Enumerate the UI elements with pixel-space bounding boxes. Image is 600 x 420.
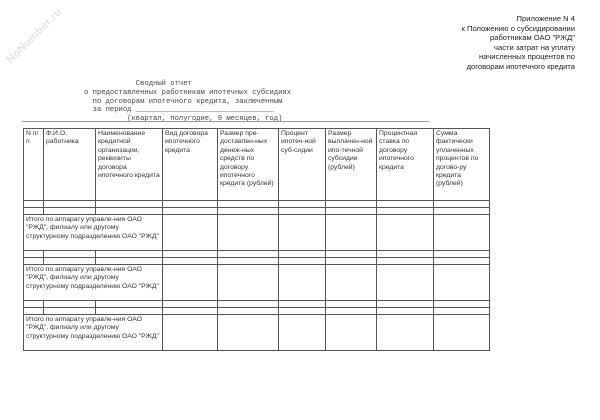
cell (434, 315, 490, 351)
appendix-line: начисленных процентов по (479, 52, 575, 62)
appendix-line: Приложение N 4 (516, 14, 575, 23)
cell (218, 201, 279, 208)
divider (22, 121, 429, 122)
cell (377, 301, 434, 308)
cell (218, 258, 279, 265)
cell (163, 208, 218, 215)
cell (279, 215, 326, 251)
cell (377, 315, 434, 351)
cell (218, 215, 279, 251)
cell (24, 251, 44, 258)
cell (44, 251, 96, 258)
cell (96, 308, 163, 315)
total-row (24, 215, 490, 251)
cell (218, 208, 279, 215)
cell (96, 201, 163, 208)
cell (434, 208, 490, 215)
cell (44, 201, 96, 208)
cell (44, 208, 96, 215)
cell (326, 308, 377, 315)
watermark: NoNumber.ru (4, 5, 65, 67)
cell (377, 258, 434, 265)
cell (24, 258, 44, 265)
cell (96, 301, 163, 308)
cell (434, 301, 490, 308)
title-line: (квартал, полугодие, 9 месяцев, год) (84, 115, 283, 124)
cell (377, 308, 434, 315)
cell (326, 315, 377, 351)
cell (377, 201, 434, 208)
appendix-line: части затрат на уплату (494, 42, 575, 52)
cell (326, 265, 377, 301)
cell (44, 308, 96, 315)
cell (279, 258, 326, 265)
total-row (24, 315, 490, 351)
table-row (24, 308, 490, 315)
appendix-note (462, 14, 575, 72)
header-cell: Процент ипотеч-ной суб-сидии (279, 129, 326, 201)
cell (377, 215, 434, 251)
cell (434, 265, 490, 301)
cell (279, 265, 326, 301)
cell (44, 301, 96, 308)
cell (163, 215, 218, 251)
cell (163, 315, 218, 351)
table-row (24, 301, 490, 308)
cell (326, 215, 377, 251)
cell (434, 251, 490, 258)
total-label: Итого по аппарату управле-ния ОАО "РЖД", филиалу или другому структурному подразделению ОАО "РЖД" (24, 265, 163, 301)
report-table (23, 128, 490, 351)
title-line: за период ________________________________ (84, 106, 274, 115)
cell (377, 265, 434, 301)
header-cell: Сумма фактически уплаченных процентов по догово-ру кредита (рублей) (434, 129, 490, 201)
cell (24, 301, 44, 308)
cell (377, 208, 434, 215)
cell (434, 308, 490, 315)
cell (24, 208, 44, 215)
cell (163, 301, 218, 308)
cell (218, 308, 279, 315)
total-label: Итого по аппарату управле-ния ОАО "РЖД", филиалу или другому структурному подразделению ОАО "РЖД" (24, 315, 163, 351)
header-cell: Наименование кредитной организации, реквизиты договора ипотечного кредита (96, 129, 163, 201)
cell (434, 201, 490, 208)
cell (163, 265, 218, 301)
cell (326, 208, 377, 215)
cell (279, 315, 326, 351)
cell (279, 308, 326, 315)
table-row (24, 258, 490, 265)
cell (434, 258, 490, 265)
cell (163, 251, 218, 258)
cell (218, 251, 279, 258)
cell (279, 201, 326, 208)
cell (326, 251, 377, 258)
cell (44, 258, 96, 265)
total-label: Итого по аппарату управле-ния ОАО "РЖД", филиалу или другому структурному подразделению ОАО "РЖД" (24, 215, 163, 251)
header-cell: Ф.И.О. работника (44, 129, 96, 201)
cell (163, 258, 218, 265)
title-line: о предоставленных работникам ипотечных субсидиях (84, 88, 292, 97)
cell (218, 301, 279, 308)
table-row (24, 208, 490, 215)
header-cell: Размер выплачен-ной ипо-течной субсидии (рублей) (326, 129, 377, 201)
cell (96, 258, 163, 265)
cell (326, 201, 377, 208)
header-row (24, 129, 490, 201)
cell (279, 301, 326, 308)
cell (24, 201, 44, 208)
cell (163, 201, 218, 208)
appendix-line: работникам ОАО "РЖД" (490, 33, 575, 43)
header-cell: Процентная ставка по договору ипотечного кредита (377, 129, 434, 201)
cell (279, 208, 326, 215)
appendix-line: договорам ипотечного кредита (466, 61, 575, 71)
cell (163, 308, 218, 315)
cell (24, 308, 44, 315)
cell (218, 265, 279, 301)
table-row (24, 201, 490, 208)
total-row (24, 265, 490, 301)
title-line: по договорам ипотечного кредита, заключенным (84, 97, 283, 106)
table-row (24, 251, 490, 258)
cell (326, 301, 377, 308)
cell (96, 251, 163, 258)
header-cell: Вид договора ипотечного кредита (163, 129, 218, 201)
appendix-line: к Положению о субсидировании (461, 23, 575, 33)
cell (434, 215, 490, 251)
header-cell: N п/п (24, 129, 44, 201)
cell (377, 251, 434, 258)
cell (96, 208, 163, 215)
cell (326, 258, 377, 265)
cell (218, 315, 279, 351)
title-line: Сводный отчет (84, 80, 192, 88)
header-cell: Размер пре-доставлен-ных денеж-ных средств по договору ипотечного кредита (рублей) (218, 129, 279, 201)
cell (279, 251, 326, 258)
report-title (84, 80, 291, 124)
